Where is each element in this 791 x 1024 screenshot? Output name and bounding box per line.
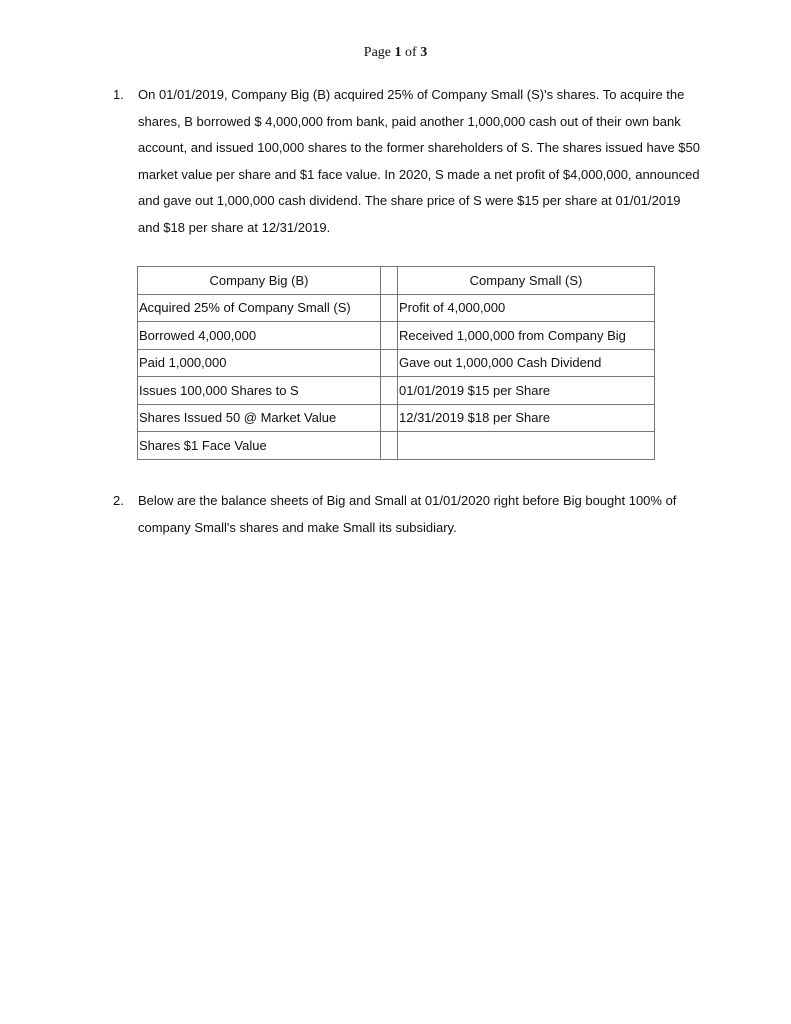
current-page-number: 1 xyxy=(394,45,402,60)
small-cell: Gave out 1,000,000 Cash Dividend xyxy=(398,349,655,377)
table-row xyxy=(138,404,655,432)
question-1-line: and $18 per share at 12/31/2019. xyxy=(138,219,331,235)
table-row xyxy=(138,294,655,322)
question-1-text xyxy=(138,82,763,242)
big-cell: Borrowed 4,000,000 xyxy=(138,322,381,350)
big-cell: Paid 1,000,000 xyxy=(138,349,381,377)
small-cell: Profit of 4,000,000 xyxy=(398,294,655,322)
small-cell: 01/01/2019 $15 per Share xyxy=(398,377,655,405)
question-1-line: shares, B borrowed $ 4,000,000 from bank, paid another 1,000,000 cash out of their own bank xyxy=(138,113,681,129)
question-2-text xyxy=(138,488,763,541)
question-1 xyxy=(113,82,763,242)
spacer-cell xyxy=(381,432,398,460)
table-row xyxy=(138,377,655,405)
total-pages-number: 3 xyxy=(420,45,428,60)
question-2-number: 2. xyxy=(113,493,124,508)
question-2-line: Below are the balance sheets of Big and Small at 01/01/2020 right before Big bought 100% of xyxy=(138,493,677,508)
spacer-cell xyxy=(381,322,398,350)
question-1-line: and gave out 1,000,000 cash dividend. The share price of S were $15 per share at 01/01/2019 xyxy=(138,193,681,209)
header-company-big: Company Big (B) xyxy=(138,267,381,295)
spacer-cell xyxy=(381,294,398,322)
big-cell: Shares Issued 50 @ Market Value xyxy=(138,404,381,432)
question-1-number: 1. xyxy=(113,87,124,102)
big-cell: Issues 100,000 Shares to S xyxy=(138,377,381,405)
page-indicator xyxy=(0,45,791,61)
big-cell: Shares $1 Face Value xyxy=(138,432,381,460)
table-row xyxy=(138,349,655,377)
question-2 xyxy=(113,488,763,541)
question-1-line: account, and issued 100,000 shares to the former shareholders of S. The shares issued have $50 xyxy=(138,140,700,156)
table-row xyxy=(138,322,655,350)
of-label: of xyxy=(405,45,417,60)
header-company-small: Company Small (S) xyxy=(398,267,655,295)
spacer-cell xyxy=(381,377,398,405)
question-2-line: company Small's shares and make Small its subsidiary. xyxy=(138,519,457,535)
small-cell: 12/31/2019 $18 per Share xyxy=(398,404,655,432)
question-1-line: market value per share and $1 face value. In 2020, S made a net profit of $4,000,000, announced xyxy=(138,166,700,182)
spacer-cell xyxy=(381,267,398,295)
spacer-cell xyxy=(381,349,398,377)
spacer-cell xyxy=(381,404,398,432)
question-1-line: On 01/01/2019, Company Big (B) acquired 25% of Company Small (S)'s shares. To acquire the xyxy=(138,87,685,102)
table-header-row xyxy=(138,267,655,295)
small-cell: Received 1,000,000 from Company Big xyxy=(398,322,655,350)
big-cell: Acquired 25% of Company Small (S) xyxy=(138,294,381,322)
small-cell xyxy=(398,432,655,460)
page-label: Page xyxy=(363,45,392,60)
table-row xyxy=(138,432,655,460)
company-comparison-table xyxy=(137,266,655,460)
